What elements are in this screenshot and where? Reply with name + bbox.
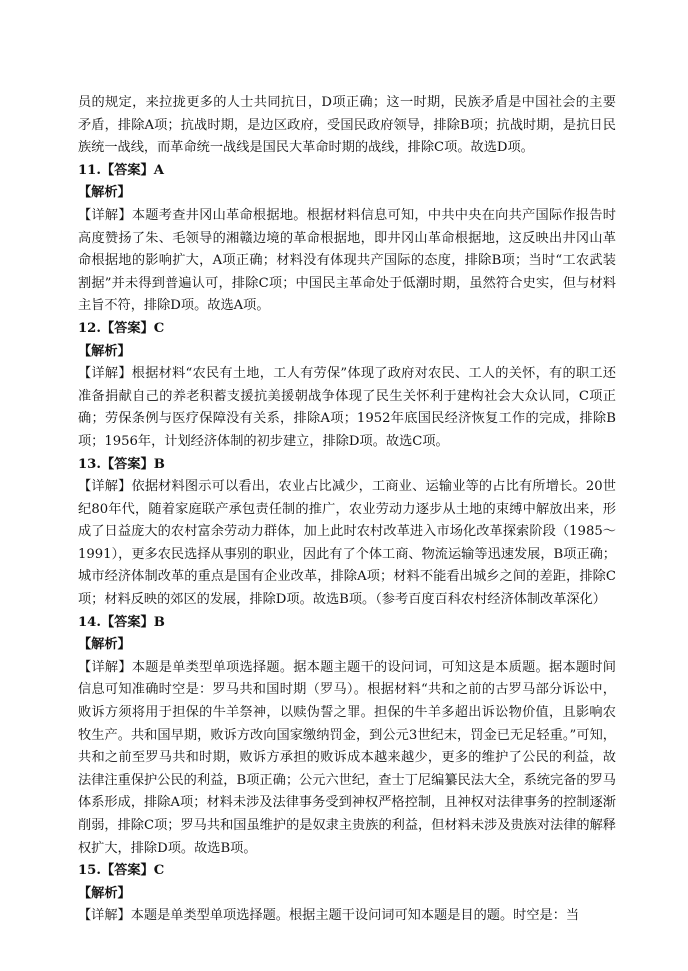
q11-answer: 11.【答案】A [78,162,164,178]
document-page [78,92,616,928]
q13-detail: 【详解】依据材料图示可以看出，农业占比减少，工商业、运输业等的占比有所增长。20世纪80年代，随着家庭联产承包责任制的推广，农业劳动力逐步从土地的束缚中解放出来，形成了日益庞大的农村富余劳动力群体，加上此时农村改革进入市场化改革探索阶段（1985～1991），更多农民选择从事别的职业，因此有了个体工商、物流运输等迅速发展，B项正确；城市经济体制改革的重点是国有企业改革，排除A项；材料不能看出城乡之间的差距，排除C项；材料反映的郊区的发展，排除D项。故选B项。（参考百度百科农村经济体制改革深化） [78,479,616,608]
q15-analysis-label: 【解析】 [78,885,131,901]
q12-answer: 12.【答案】C [78,320,165,336]
q15-detail: 【详解】本题是单类型单项选择题。根据主题干设问词可知本题是目的题。时空是：当 [78,908,580,924]
q13-answer: 13.【答案】B [78,456,165,472]
q10-explain-continuation: 员的规定，来拉拢更多的人士共同抗日，D项正确；这一时期，民族矛盾是中国社会的主要矛盾，排除A项；抗战时期，是边区政府，受国民政府领导，排除B项；抗战时期，是抗日民族统一战线，而革命统一战线是国民大革命时期的战线，排除C项。故选D项。 [78,95,616,156]
q14-answer: 14.【答案】B [78,614,165,630]
q11-analysis-label: 【解析】 [78,185,131,201]
q11-detail: 【详解】本题考查井冈山革命根据地。根据材料信息可知，中共中央在向共产国际作报告时高度赞扬了朱、毛领导的湘赣边境的革命根据地，即井冈山革命根据地，这反映出井冈山革命根据地的影响扩大，A项正确；材料没有体现共产国际的态度，排除B项；当时“工农武装割据”并未得到普遍认可，排除C项；中国民主革命处于低潮时期，虽然符合史实，但与材料主旨不符，排除D项。故选A项。 [78,207,616,314]
q14-analysis-label: 【解析】 [78,637,131,653]
q15-answer: 15.【答案】C [78,863,165,879]
q14-detail: 【详解】本题是单类型单项选择题。据本题主题干的设问词，可知这是本质题。据本题时间信息可知准确时空是：罗马共和国时期（罗马）。根据材料“共和之前的古罗马部分诉讼中，败诉方须将用于担保的牛羊祭神，以赎伪誓之罪。担保的牛羊多超出诉讼物价值，且影响农牧生产。共和国早期，败诉方改向国家缴纳罚金，到公元3世纪末，罚金已无足轻重。”可知，共和之前至罗马共和时期，败诉方承担的败诉成本越来越少，更多的维护了公民的利益，故法律注重保护公民的利益，B项正确；公元六世纪，查士丁尼编纂民法大全，系统完备的罗马体系形成，排除A项；材料未涉及法律事务受到神权严格控制，且神权对法律事务的控制逐渐削弱，排除C项；罗马共和国虽维护的是奴隶主贵族的利益，但材料未涉及贵族对法律的解释权扩大，排除D项。故选B项。 [78,659,616,856]
q12-analysis-label: 【解析】 [78,343,131,359]
q12-detail: 【详解】根据材料“农民有土地，工人有劳保”体现了政府对农民、工人的关怀，有的职工还准备捐献自己的养老积蓄支援抗美援朝战争体现了民生关怀利于建构社会大众认同，C项正确；劳保条例与医疗保障没有关系，排除A项；1952年底国民经济恢复工作的完成，排除B项；1956年，计划经济体制的初步建立，排除D项。故选C项。 [78,366,616,449]
